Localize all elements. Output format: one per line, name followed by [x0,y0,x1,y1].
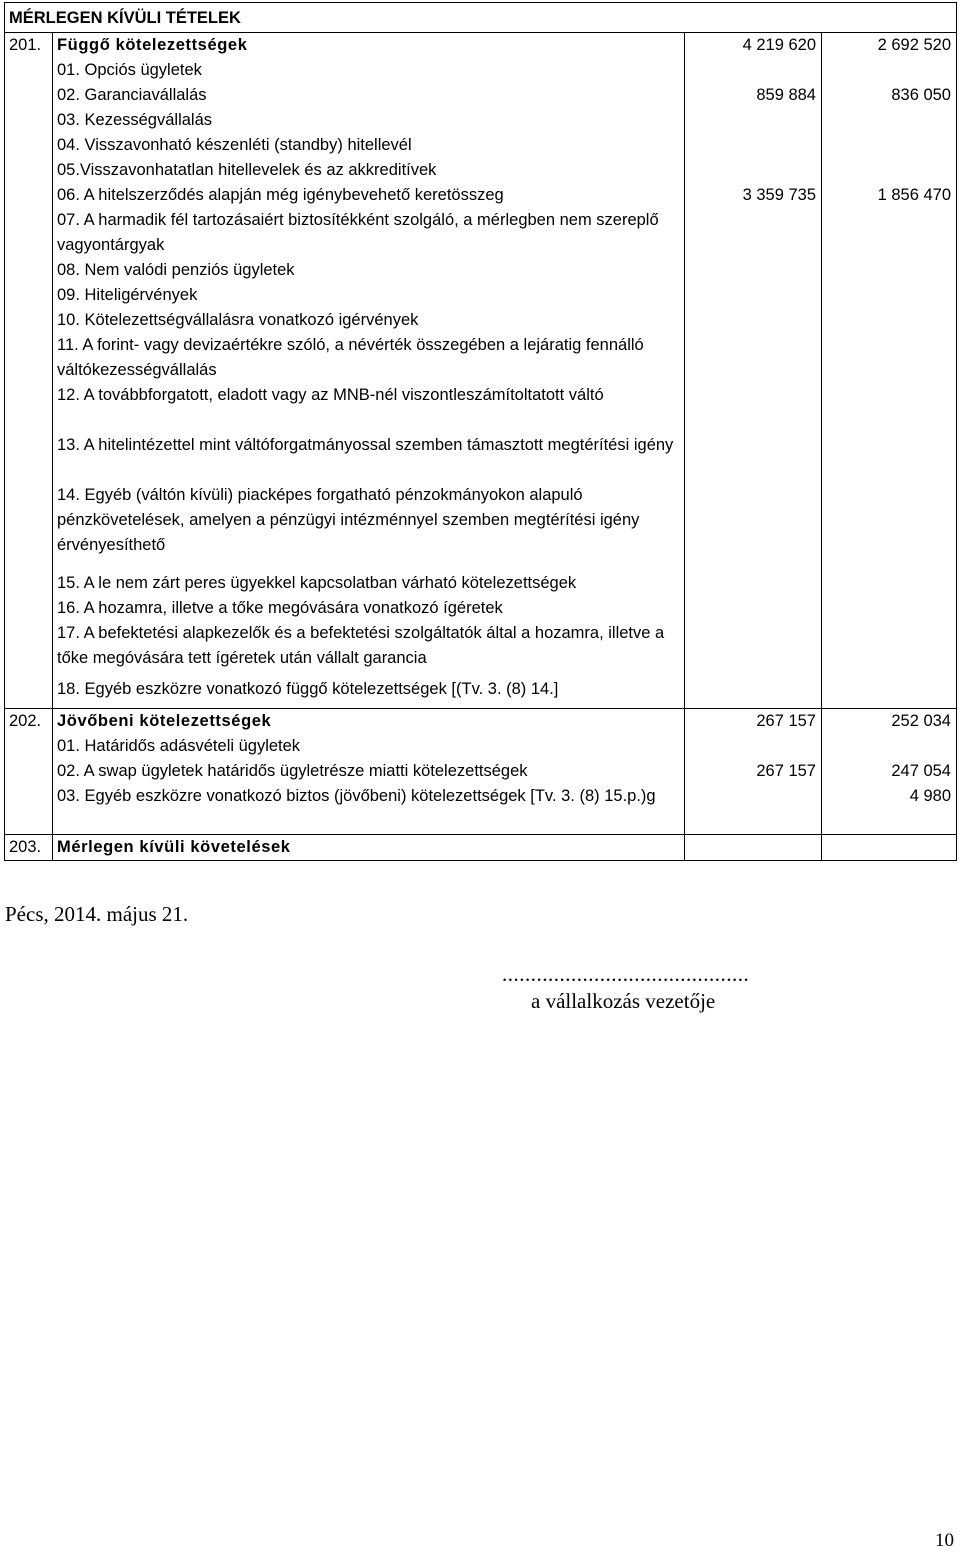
table-row [5,83,957,108]
table-row [5,835,957,861]
row-code [5,433,53,483]
table-row [5,333,957,383]
row-label: 11. A forint- vagy devizaértékre szóló, a névérték összegében a lejáratig fennálló váltókezességvállalás [53,333,685,383]
row-code [5,283,53,308]
table-row [5,108,957,133]
table-row [5,759,957,784]
row-value-previous [822,671,957,709]
row-value-previous [822,433,957,483]
row-value-previous [822,621,957,671]
section-title: MÉRLEGEN KÍVÜLI TÉTELEK [5,3,957,33]
row-value-previous: 836 050 [822,83,957,108]
row-value-previous: 252 034 [822,709,957,735]
row-value-current [685,483,822,558]
signature-label: a vállalkozás vezetője [531,989,716,1013]
row-label: 03. Egyéb eszközre vonatkozó biztos (jövőbeni) kötelezettségek [Tv. 3. (8) 15.p.)g [53,784,685,835]
row-value-current [685,596,822,621]
row-value-current [685,671,822,709]
row-value-current [685,835,822,861]
row-value-previous [822,383,957,433]
row-value-current [685,283,822,308]
row-value-previous [822,208,957,258]
row-label: Mérlegen kívüli követelések [53,835,685,861]
row-value-current: 859 884 [685,83,822,108]
row-label: 18. Egyéb eszközre vonatkozó függő kötelezettségek [(Tv. 3. (8) 14.] [53,671,685,709]
row-label: 04. Visszavonható készenléti (standby) hitellevél [53,133,685,158]
row-code [5,208,53,258]
row-label: 12. A továbbforgatott, eladott vagy az MNB-nél viszontleszámítoltatott váltó [53,383,685,433]
row-code [5,183,53,208]
row-value-current: 267 157 [685,709,822,735]
row-value-previous: 1 856 470 [822,183,957,208]
row-label: Függő kötelezettségek [53,33,685,59]
row-label: 03. Kezességvállalás [53,108,685,133]
table-row [5,33,957,59]
row-value-current: 267 157 [685,759,822,784]
row-label: Jövőbeni kötelezettségek [53,709,685,735]
table-row [5,183,957,208]
row-code [5,308,53,333]
table-row [5,133,957,158]
page-number: 10 [935,1530,954,1551]
row-code [5,671,53,709]
row-code [5,158,53,183]
table-row [5,709,957,735]
row-label: 14. Egyéb (váltón kívüli) piacképes forgatható pénzokmányokon alapuló pénzkövetelések, amelyen a pénzügyi intézménnyel szemben megtérítési igény érvényesíthető [53,483,685,558]
table-row [5,784,957,835]
signature-line: ........................................... [502,962,750,986]
row-code [5,759,53,784]
row-code [5,784,53,835]
row-code [5,258,53,283]
table-row [5,283,957,308]
off-balance-sheet-document [4,2,956,861]
section-title-row [5,3,957,33]
table-row [5,383,957,433]
row-value-current [685,308,822,333]
row-label: 05.Visszavonhatatlan hitellevelek és az akkreditívek [53,158,685,183]
row-value-current [685,383,822,433]
row-value-current [685,158,822,183]
row-label: 06. A hitelszerződés alapján még igénybevehető keretösszeg [53,183,685,208]
row-value-current [685,333,822,383]
row-value-current: 3 359 735 [685,183,822,208]
row-value-current [685,208,822,258]
table-row [5,433,957,483]
row-value-previous [822,483,957,558]
row-value-current [685,433,822,483]
row-code [5,571,53,596]
row-code [5,108,53,133]
row-value-previous [822,333,957,383]
row-value-previous [822,258,957,283]
row-value-previous [822,58,957,83]
row-label: 07. A harmadik fél tartozásaiért biztosítékként szolgáló, a mérlegben nem szereplő vagyontárgyak [53,208,685,258]
row-value-previous [822,308,957,333]
row-value-previous [822,133,957,158]
row-value-previous [822,835,957,861]
row-code [5,483,53,558]
row-value-previous [822,571,957,596]
row-code [5,383,53,433]
row-value-current [685,108,822,133]
row-label: 08. Nem valódi penziós ügyletek [53,258,685,283]
row-label: 10. Kötelezettségvállalásra vonatkozó igérvények [53,308,685,333]
off-balance-table [4,2,957,861]
table-row [5,571,957,596]
row-value-previous [822,283,957,308]
table-row [5,208,957,258]
row-value-current [685,258,822,283]
row-code [5,734,53,759]
row-code [5,333,53,383]
table-row [5,58,957,83]
row-value-previous: 2 692 520 [822,33,957,59]
row-code [5,83,53,108]
row-value-current [685,571,822,596]
row-value-previous: 4 980 [822,784,957,835]
row-label: 09. Hiteligérvények [53,283,685,308]
row-value-previous [822,596,957,621]
row-value-current [685,734,822,759]
row-code: 201. [5,33,53,59]
spacer-row [5,558,957,571]
row-label: 01. Opciós ügyletek [53,58,685,83]
row-label: 13. A hitelintézettel mint váltóforgatmányossal szemben támasztott megtérítési igény [53,433,685,483]
row-code [5,133,53,158]
row-code [5,596,53,621]
row-value-current [685,784,822,835]
row-label: 01. Határidős adásvételi ügyletek [53,734,685,759]
row-value-previous: 247 054 [822,759,957,784]
row-label: 02. Garanciavállalás [53,83,685,108]
row-value-previous [822,108,957,133]
row-label: 16. A hozamra, illetve a tőke megóvására vonatkozó ígéretek [53,596,685,621]
table-row [5,671,957,709]
table-row [5,308,957,333]
row-label: 02. A swap ügyletek határidős ügyletrésze miatti kötelezettségek [53,759,685,784]
table-row [5,734,957,759]
row-value-previous [822,734,957,759]
table-row [5,483,957,558]
row-value-current: 4 219 620 [685,33,822,59]
row-label: 17. A befektetési alapkezelők és a befektetési szolgáltatók által a hozamra, illetve a tőke megóvására tett ígéretek után vállalt garancia [53,621,685,671]
row-value-current [685,58,822,83]
row-value-previous [822,158,957,183]
row-value-current [685,133,822,158]
row-code: 203. [5,835,53,861]
row-code [5,621,53,671]
row-label: 15. A le nem zárt peres ügyekkel kapcsolatban várható kötelezettségek [53,571,685,596]
row-value-current [685,621,822,671]
table-row [5,596,957,621]
table-row [5,158,957,183]
table-row [5,621,957,671]
row-code [5,58,53,83]
place-date: Pécs, 2014. május 21. [5,902,189,926]
table-row [5,258,957,283]
row-code: 202. [5,709,53,735]
